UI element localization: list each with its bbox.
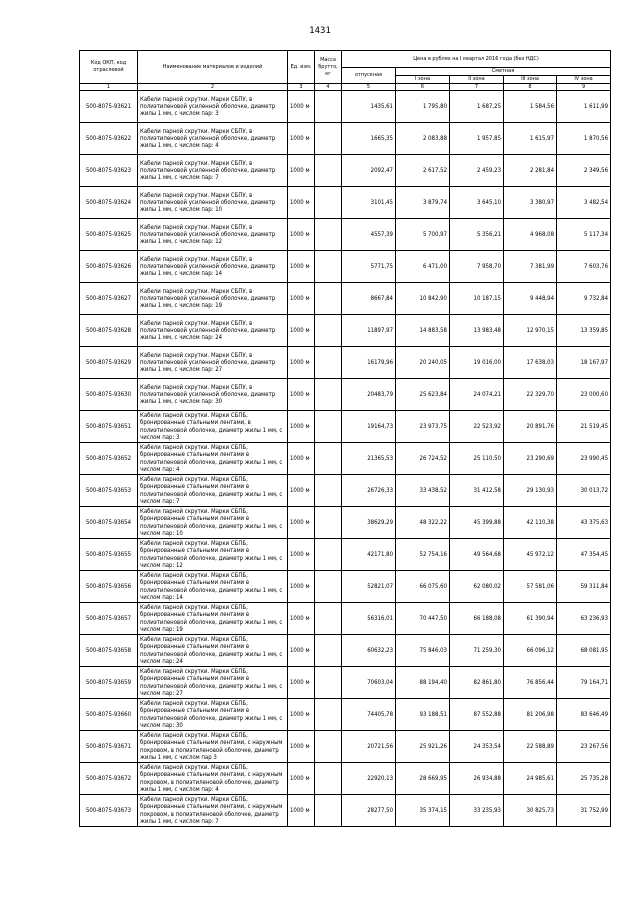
row-price-zone-2: 62 080,02: [450, 571, 504, 603]
row-price-zone-3: 2 281,84: [504, 155, 557, 187]
row-name: Кабели парной скрутки. Марки СБПБ, бронированные стальными лентами в полиэтиленовой оболочке, диаметр жилы 1 мм, с числом пар: 27: [138, 667, 288, 699]
table-row: [80, 731, 611, 763]
row-price-zone-2: 7 958,70: [450, 251, 504, 283]
row-code: 500-8075-93622: [80, 123, 138, 155]
row-unit: 1000 м: [288, 187, 315, 219]
row-name: Кабели парной скрутки. Марки СБПУ, в полиэтиленовой усиленной оболочке, диаметр жилы 1 мм, с числом пар: 30: [138, 379, 288, 411]
row-unit: 1000 м: [288, 283, 315, 315]
header-zone-4: IV зона: [557, 76, 611, 84]
row-price-zone-1: 20 240,05: [396, 347, 450, 379]
row-unit: 1000 м: [288, 507, 315, 539]
row-unit: 1000 м: [288, 699, 315, 731]
row-name: Кабели парной скрутки. Марки СБПУ, в полиэтиленовой усиленной оболочке, диаметр жилы 1 мм, с числом пар: 10: [138, 187, 288, 219]
table-row: [80, 91, 611, 123]
header-code: Код ОКП, код отраслевой: [80, 51, 138, 84]
row-price-otpusknaya: 70603,04: [342, 667, 396, 699]
col-number: 4: [315, 84, 342, 91]
row-name: Кабели парной скрутки. Марки СБПБ, бронированные стальными лентами, с наружным покровом, в полиэтиленовой оболочке, диаметр жилы 1 мм, с числом пар: 4: [138, 763, 288, 795]
page-number: 1431: [309, 26, 331, 36]
row-name: Кабели парной скрутки. Марки СБПУ, в полиэтиленовой усиленной оболочке, диаметр жилы 1 мм, с числом пар: 14: [138, 251, 288, 283]
row-price-zone-3: 20 891,76: [504, 411, 557, 443]
row-unit: 1000 м: [288, 251, 315, 283]
row-mass: [315, 667, 342, 699]
row-code: 500-8075-93630: [80, 379, 138, 411]
row-price-zone-2: 2 459,23: [450, 155, 504, 187]
row-price-zone-4: 2 349,56: [557, 155, 611, 187]
table-row: [80, 539, 611, 571]
row-name: Кабели парной скрутки. Марки СБПБ, бронированные стальными лентами в полиэтиленовой оболочке, диаметр жилы 1 мм, с числом пар: 30: [138, 699, 288, 731]
col-number: 1: [80, 84, 138, 91]
row-price-zone-3: 30 825,73: [504, 795, 557, 827]
row-price-otpusknaya: 38629,29: [342, 507, 396, 539]
row-price-zone-3: 23 290,69: [504, 443, 557, 475]
row-price-zone-2: 66 188,08: [450, 603, 504, 635]
row-price-zone-1: 35 374,15: [396, 795, 450, 827]
row-mass: [315, 219, 342, 251]
row-mass: [315, 603, 342, 635]
row-price-zone-1: 48 322,22: [396, 507, 450, 539]
table-row: [80, 603, 611, 635]
row-price-zone-2: 24 353,54: [450, 731, 504, 763]
table-row: [80, 699, 611, 731]
row-price-zone-3: 42 110,38: [504, 507, 557, 539]
row-mass: [315, 763, 342, 795]
row-unit: 1000 м: [288, 315, 315, 347]
row-price-zone-3: 57 581,06: [504, 571, 557, 603]
row-name: Кабели парной скрутки. Марки СБПУ, в полиэтиленовой усиленной оболочке, диаметр жилы 1 мм, с числом пар: 7: [138, 155, 288, 187]
table-row: [80, 507, 611, 539]
row-price-zone-4: 7 603,76: [557, 251, 611, 283]
row-price-zone-4: 18 167,97: [557, 347, 611, 379]
row-price-zone-4: 68 081,95: [557, 635, 611, 667]
row-unit: 1000 м: [288, 443, 315, 475]
row-price-zone-4: 23 267,56: [557, 731, 611, 763]
table-row: [80, 475, 611, 507]
row-name: Кабели парной скрутки. Марки СБПБ, бронированные стальными лентами в полиэтиленовой оболочке, диаметр жилы 1 мм, с числом пар: 19: [138, 603, 288, 635]
row-price-zone-3: 12 970,15: [504, 315, 557, 347]
row-unit: 1000 м: [288, 219, 315, 251]
table-row: [80, 283, 611, 315]
row-price-otpusknaya: 26726,33: [342, 475, 396, 507]
row-price-zone-1: 25 921,26: [396, 731, 450, 763]
row-price-zone-1: 93 188,51: [396, 699, 450, 731]
row-mass: [315, 155, 342, 187]
row-code: 500-8075-93621: [80, 91, 138, 123]
row-price-zone-1: 23 973,75: [396, 411, 450, 443]
row-price-zone-1: 52 754,16: [396, 539, 450, 571]
row-price-zone-2: 26 934,88: [450, 763, 504, 795]
row-code: 500-8075-93658: [80, 635, 138, 667]
row-price-zone-2: 82 861,80: [450, 667, 504, 699]
row-mass: [315, 411, 342, 443]
row-price-otpusknaya: 5771,75: [342, 251, 396, 283]
row-price-zone-2: 45 399,88: [450, 507, 504, 539]
row-mass: [315, 731, 342, 763]
table-row: [80, 187, 611, 219]
row-unit: 1000 м: [288, 603, 315, 635]
table-row: [80, 155, 611, 187]
row-mass: [315, 123, 342, 155]
row-unit: 1000 м: [288, 155, 315, 187]
row-price-zone-4: 83 646,49: [557, 699, 611, 731]
table-row: [80, 347, 611, 379]
row-price-zone-3: 24 985,61: [504, 763, 557, 795]
row-unit: 1000 м: [288, 411, 315, 443]
row-unit: 1000 м: [288, 91, 315, 123]
table-row: [80, 411, 611, 443]
row-price-otpusknaya: 3101,45: [342, 187, 396, 219]
row-mass: [315, 635, 342, 667]
row-price-zone-4: 3 482,54: [557, 187, 611, 219]
row-price-zone-2: 87 552,88: [450, 699, 504, 731]
row-price-zone-1: 75 846,03: [396, 635, 450, 667]
row-price-zone-1: 3 879,74: [396, 187, 450, 219]
header-smetnaya: Сметная: [396, 68, 611, 76]
row-code: 500-8075-93655: [80, 539, 138, 571]
row-price-zone-1: 88 194,40: [396, 667, 450, 699]
row-name: Кабели парной скрутки. Марки СБПБ, бронированные стальными лентами, в полиэтиленовой оболочке, диаметр жилы 1 мм, с числом пар: 3: [138, 411, 288, 443]
table-row: [80, 443, 611, 475]
row-price-zone-3: 4 968,08: [504, 219, 557, 251]
row-price-otpusknaya: 21365,53: [342, 443, 396, 475]
row-name: Кабели парной скрутки. Марки СБПБ, бронированные стальными лентами в полиэтиленовой оболочке, диаметр жилы 1 мм, с числом пар: 7: [138, 475, 288, 507]
row-price-otpusknaya: 56316,01: [342, 603, 396, 635]
row-price-zone-4: 9 732,84: [557, 283, 611, 315]
row-name: Кабели парной скрутки. Марки СБПБ, бронированные стальными лентами в полиэтиленовой оболочке, диаметр жилы 1 мм, с числом пар: 12: [138, 539, 288, 571]
row-code: 500-8075-93657: [80, 603, 138, 635]
header-price-title: Цена в рублях на I квартал 2016 года (без НДС): [342, 51, 611, 68]
row-code: 500-8075-93625: [80, 219, 138, 251]
row-price-zone-2: 13 983,48: [450, 315, 504, 347]
row-mass: [315, 347, 342, 379]
row-price-zone-1: 1 795,80: [396, 91, 450, 123]
row-code: 500-8075-93626: [80, 251, 138, 283]
row-unit: 1000 м: [288, 763, 315, 795]
header-unit: Ед. изм.: [288, 51, 315, 84]
col-number: 8: [504, 84, 557, 91]
row-price-zone-1: 6 471,00: [396, 251, 450, 283]
row-mass: [315, 379, 342, 411]
col-number: 7: [450, 84, 504, 91]
row-price-zone-1: 33 438,52: [396, 475, 450, 507]
row-price-zone-3: 1 615,97: [504, 123, 557, 155]
row-price-zone-2: 31 412,58: [450, 475, 504, 507]
row-mass: [315, 283, 342, 315]
row-price-otpusknaya: 20721,56: [342, 731, 396, 763]
row-price-otpusknaya: 19164,73: [342, 411, 396, 443]
row-code: 500-8075-93629: [80, 347, 138, 379]
row-price-zone-3: 1 584,56: [504, 91, 557, 123]
row-price-zone-2: 1 957,85: [450, 123, 504, 155]
row-unit: 1000 м: [288, 731, 315, 763]
table-row: [80, 763, 611, 795]
table-row: [80, 219, 611, 251]
row-price-otpusknaya: 74405,78: [342, 699, 396, 731]
header-zone-2: II зона: [450, 76, 504, 84]
row-price-zone-2: 10 187,15: [450, 283, 504, 315]
table-row: [80, 635, 611, 667]
row-code: 500-8075-93651: [80, 411, 138, 443]
row-price-zone-3: 45 972,12: [504, 539, 557, 571]
row-price-otpusknaya: 16179,96: [342, 347, 396, 379]
row-price-zone-4: 25 735,28: [557, 763, 611, 795]
row-code: 500-8075-93653: [80, 475, 138, 507]
row-name: Кабели парной скрутки. Марки СБПУ, в полиэтиленовой усиленной оболочке, диаметр жилы 1 мм, с числом пар: 4: [138, 123, 288, 155]
row-price-zone-4: 5 117,34: [557, 219, 611, 251]
row-mass: [315, 91, 342, 123]
row-price-zone-4: 1 611,99: [557, 91, 611, 123]
table-row: [80, 123, 611, 155]
row-price-zone-2: 49 564,68: [450, 539, 504, 571]
row-price-zone-3: 9 448,94: [504, 283, 557, 315]
row-name: Кабели парной скрутки. Марки СБПБ, бронированные стальными лентами в полиэтиленовой оболочке, диаметр жилы 1 мм, с числом пар: 24: [138, 635, 288, 667]
row-price-zone-2: 5 356,21: [450, 219, 504, 251]
table-row: [80, 667, 611, 699]
row-name: Кабели парной скрутки. Марки СБПБ, бронированные стальными лентами в полиэтиленовой оболочке, диаметр жилы 1 мм, с числом пар: 10: [138, 507, 288, 539]
row-price-zone-4: 23 990,45: [557, 443, 611, 475]
row-price-otpusknaya: 4557,39: [342, 219, 396, 251]
row-price-otpusknaya: 42171,80: [342, 539, 396, 571]
row-mass: [315, 795, 342, 827]
row-price-zone-3: 22 329,70: [504, 379, 557, 411]
row-price-otpusknaya: 8667,84: [342, 283, 396, 315]
col-number: 3: [288, 84, 315, 91]
row-mass: [315, 571, 342, 603]
header-zone-1: I зона: [396, 76, 450, 84]
col-number: 2: [138, 84, 288, 91]
row-price-zone-1: 14 883,58: [396, 315, 450, 347]
col-number: 5: [342, 84, 396, 91]
row-price-otpusknaya: 2092,47: [342, 155, 396, 187]
row-price-zone-3: 76 856,44: [504, 667, 557, 699]
table-row: [80, 251, 611, 283]
row-price-zone-4: 31 752,99: [557, 795, 611, 827]
row-price-zone-1: 2 083,88: [396, 123, 450, 155]
row-price-zone-4: 79 164,71: [557, 667, 611, 699]
row-price-zone-3: 29 130,93: [504, 475, 557, 507]
row-price-otpusknaya: 20483,79: [342, 379, 396, 411]
row-mass: [315, 507, 342, 539]
row-code: 500-8075-93659: [80, 667, 138, 699]
row-price-zone-2: 3 645,10: [450, 187, 504, 219]
row-price-otpusknaya: 28277,50: [342, 795, 396, 827]
table-row: [80, 379, 611, 411]
row-name: Кабели парной скрутки. Марки СБПБ, бронированные стальными лентами, с наружным покровом, в полиэтиленовой оболочке, диаметр жилы 1 мм, с числом пар 3: [138, 731, 288, 763]
row-mass: [315, 187, 342, 219]
row-price-otpusknaya: 11897,97: [342, 315, 396, 347]
row-price-zone-1: 66 075,60: [396, 571, 450, 603]
row-price-otpusknaya: 22920,13: [342, 763, 396, 795]
row-unit: 1000 м: [288, 347, 315, 379]
row-price-zone-4: 1 870,56: [557, 123, 611, 155]
row-price-zone-3: 17 638,03: [504, 347, 557, 379]
row-price-zone-2: 33 235,93: [450, 795, 504, 827]
row-unit: 1000 м: [288, 667, 315, 699]
row-price-otpusknaya: 1665,35: [342, 123, 396, 155]
row-code: 500-8075-93652: [80, 443, 138, 475]
row-price-zone-2: 1 687,25: [450, 91, 504, 123]
row-unit: 1000 м: [288, 123, 315, 155]
row-name: Кабели парной скрутки. Марки СБПУ, в полиэтиленовой усиленной оболочке, диаметр жилы 1 мм, с числом пар: 12: [138, 219, 288, 251]
row-name: Кабели парной скрутки. Марки СБПБ, бронированные стальными лентами в полиэтиленовой оболочке, диаметр жилы 1 мм, с числом пар: 4: [138, 443, 288, 475]
row-code: 500-8075-93673: [80, 795, 138, 827]
row-price-zone-4: 23 000,60: [557, 379, 611, 411]
row-price-zone-3: 66 096,12: [504, 635, 557, 667]
row-price-zone-2: 22 523,92: [450, 411, 504, 443]
row-mass: [315, 315, 342, 347]
col-number: 9: [557, 84, 611, 91]
header-name: Наименование материалов и изделий: [138, 51, 288, 84]
row-price-zone-1: 70 447,50: [396, 603, 450, 635]
row-price-zone-2: 71 259,30: [450, 635, 504, 667]
row-price-zone-1: 5 700,97: [396, 219, 450, 251]
row-price-zone-1: 26 724,52: [396, 443, 450, 475]
row-price-otpusknaya: 1435,61: [342, 91, 396, 123]
header-mass: Масса брутто, кг: [315, 51, 342, 84]
row-name: Кабели парной скрутки. Марки СБПБ, бронированные стальными лентами в полиэтиленовой оболочке, диаметр жилы 1 мм, с числом пар: 14: [138, 571, 288, 603]
row-mass: [315, 539, 342, 571]
row-price-otpusknaya: 60632,23: [342, 635, 396, 667]
price-table: [79, 50, 611, 827]
row-unit: 1000 м: [288, 635, 315, 667]
row-mass: [315, 699, 342, 731]
row-price-zone-2: 24 074,21: [450, 379, 504, 411]
table-body: [80, 91, 611, 827]
row-price-zone-1: 25 623,84: [396, 379, 450, 411]
row-price-otpusknaya: 52821,07: [342, 571, 396, 603]
row-name: Кабели парной скрутки. Марки СБПУ, в полиэтиленовой усиленной оболочке, диаметр жилы 1 мм, с числом пар: 27: [138, 347, 288, 379]
table-row: [80, 571, 611, 603]
row-code: 500-8075-93628: [80, 315, 138, 347]
row-code: 500-8075-93654: [80, 507, 138, 539]
row-code: 500-8075-93660: [80, 699, 138, 731]
row-unit: 1000 м: [288, 795, 315, 827]
row-price-zone-4: 43 375,63: [557, 507, 611, 539]
row-mass: [315, 443, 342, 475]
row-code: 500-8075-93624: [80, 187, 138, 219]
row-price-zone-4: 63 236,93: [557, 603, 611, 635]
row-mass: [315, 475, 342, 507]
row-unit: 1000 м: [288, 571, 315, 603]
row-code: 500-8075-93656: [80, 571, 138, 603]
row-price-zone-4: 59 311,84: [557, 571, 611, 603]
row-price-zone-1: 2 617,52: [396, 155, 450, 187]
header-otpusknaya: отпускная: [342, 68, 396, 84]
row-price-zone-4: 13 359,85: [557, 315, 611, 347]
header-zone-3: III зона: [504, 76, 557, 84]
row-code: 500-8075-93627: [80, 283, 138, 315]
row-code: 500-8075-93672: [80, 763, 138, 795]
row-unit: 1000 м: [288, 475, 315, 507]
row-name: Кабели парной скрутки. Марки СБПУ, в полиэтиленовой усиленной оболочке, диаметр жилы 1 мм, с числом пар: 3: [138, 91, 288, 123]
row-name: Кабели парной скрутки. Марки СБПБ, бронированные стальными лентами, с наружным покровом, в полиэтиленовой оболочке, диаметр жилы 1 мм, с числом пар: 7: [138, 795, 288, 827]
row-price-zone-2: 19 016,00: [450, 347, 504, 379]
row-mass: [315, 251, 342, 283]
row-price-zone-3: 61 390,94: [504, 603, 557, 635]
row-name: Кабели парной скрутки. Марки СБПУ, в полиэтиленовой усиленной оболочке, диаметр жилы 1 мм, с числом пар: 19: [138, 283, 288, 315]
row-price-zone-3: 7 381,99: [504, 251, 557, 283]
row-price-zone-4: 30 013,72: [557, 475, 611, 507]
row-price-zone-3: 81 206,98: [504, 699, 557, 731]
row-unit: 1000 м: [288, 379, 315, 411]
col-number: 6: [396, 84, 450, 91]
row-code: 500-8075-93671: [80, 731, 138, 763]
row-code: 500-8075-93623: [80, 155, 138, 187]
table-row: [80, 795, 611, 827]
row-price-zone-3: 22 588,89: [504, 731, 557, 763]
row-price-zone-1: 28 669,95: [396, 763, 450, 795]
row-price-zone-3: 3 380,97: [504, 187, 557, 219]
row-price-zone-4: 47 354,45: [557, 539, 611, 571]
table-row: [80, 315, 611, 347]
row-unit: 1000 м: [288, 539, 315, 571]
row-price-zone-4: 21 519,45: [557, 411, 611, 443]
row-name: Кабели парной скрутки. Марки СБПУ, в полиэтиленовой усиленной оболочке, диаметр жилы 1 мм, с числом пар: 24: [138, 315, 288, 347]
row-price-zone-1: 10 842,90: [396, 283, 450, 315]
row-price-zone-2: 25 110,50: [450, 443, 504, 475]
